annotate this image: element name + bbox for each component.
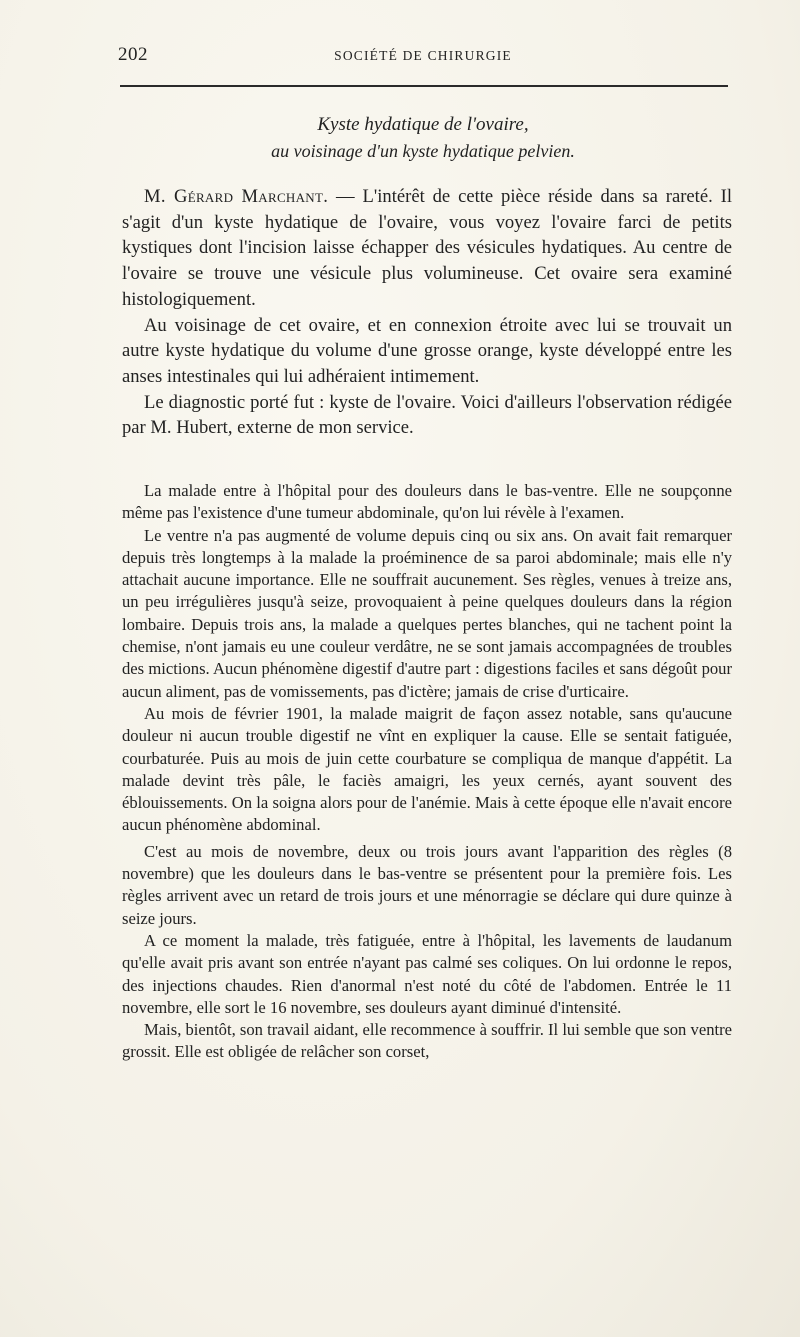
observation-paragraph: Mais, bientôt, son travail aidant, elle recommence à souffrir. Il lui semble que son ventre grossit. Elle est obligée de relâcher son corset, <box>122 1020 732 1062</box>
intro-paragraph-1-text: — L'intérêt de cette pièce réside dans sa rareté. Il s'agit d'un kyste hydatique de l'ovaire, vous voyez l'ovaire farci de petits kystiques dont l'incision laisse échapper des vésicules hydatiques. Au centre de l'ovaire se trouve une vésicule plus volumineuse. Cet ovaire sera examiné histologiquement. <box>122 186 733 310</box>
article-title <box>118 112 728 164</box>
observation-paragraph: C'est au mois de novembre, deux ou trois jours avant l'apparition des règles (8 novembre) que les douleurs dans le bas-ventre se présentent pour la première fois. Les règles arrivent avec un retard de trois jours et une ménorragie se déclare qui dure quinze à seize jours. <box>122 841 732 928</box>
speaker-name: M. Gérard Marchant. <box>144 186 329 207</box>
intro-paragraph-1 <box>122 184 732 313</box>
intro-paragraph-2: Au voisinage de cet ovaire, et en connexion étroite avec lui se trouvait un autre kyste hydatique du volume d'une grosse orange, kyste développé entre les anses intestinales qui lui adhéraient intimement. <box>122 314 732 387</box>
observation-paragraph: Le ventre n'a pas augmenté de volume depuis cinq ou six ans. On avait fait remarquer depuis très longtemps à la malade la proéminence de sa paroi abdominale; mais elle n'y attachait aucune importance. Elle ne souffrait aucunement. Ses règles, venues à treize ans, un peu irrégulières jusqu'à seize, provoquaient à peine quelques douleurs dans la région lombaire. Depuis trois ans, la malade a quelques pertes blanches, qui ne tachent point la chemise, n'ont jamais eu une couleur verdâtre, ne se sont jamais accompagnées de troubles des mictions. Aucun phénomène digestif d'autre part : digestions faciles et sans dégoût pour aucun aliment, pas de vomissements, pas d'ictère; jamais de crise d'urticaire. <box>122 525 732 701</box>
intro-text <box>122 184 732 441</box>
page-header <box>118 44 728 70</box>
header-rule <box>120 85 728 87</box>
page-number: 202 <box>118 44 148 65</box>
title-line-2: au voisinage d'un kyste hydatique pelvien. <box>271 141 575 161</box>
intro-paragraph-3: Le diagnostic porté fut : kyste de l'ovaire. Voici d'ailleurs l'observation rédigée par M. Hubert, externe de mon service. <box>122 391 732 439</box>
running-title: SOCIÉTÉ DE CHIRURGIE <box>334 48 512 63</box>
observation-text <box>122 480 732 1064</box>
observation-paragraph: Au mois de février 1901, la malade maigrit de façon assez notable, sans qu'aucune douleur ni aucun trouble digestif ne vînt en expliquer la cause. Elle se sentait fatiguée, courbaturée. Puis au mois de juin cette courbature se compliqua de manque d'appétit. La malade devint très pâle, le faciès amaigri, les yeux cernés, ayant souvent des éblouissements. On la soigna alors pour de l'anémie. Mais à cette époque elle n'avait encore aucun phénomène abdominal. <box>122 703 732 835</box>
observation-paragraph: A ce moment la malade, très fatiguée, entre à l'hôpital, les lavements de laudanum qu'elle avait pris avant son entrée n'ayant pas calmé ses coliques. On lui ordonne le repos, des injections chaudes. Rien d'anormal n'est noté du côté de l'abdomen. Entrée le 11 novembre, elle sort le 16 novembre, ses douleurs ayant diminué d'intensité. <box>122 930 732 1017</box>
title-line-1: Kyste hydatique de l'ovaire, <box>317 114 529 135</box>
observation-paragraph: La malade entre à l'hôpital pour des douleurs dans le bas-ventre. Elle ne soupçonne même pas l'existence d'une tumeur abdominale, qu'on lui révèle à l'examen. <box>122 481 732 523</box>
